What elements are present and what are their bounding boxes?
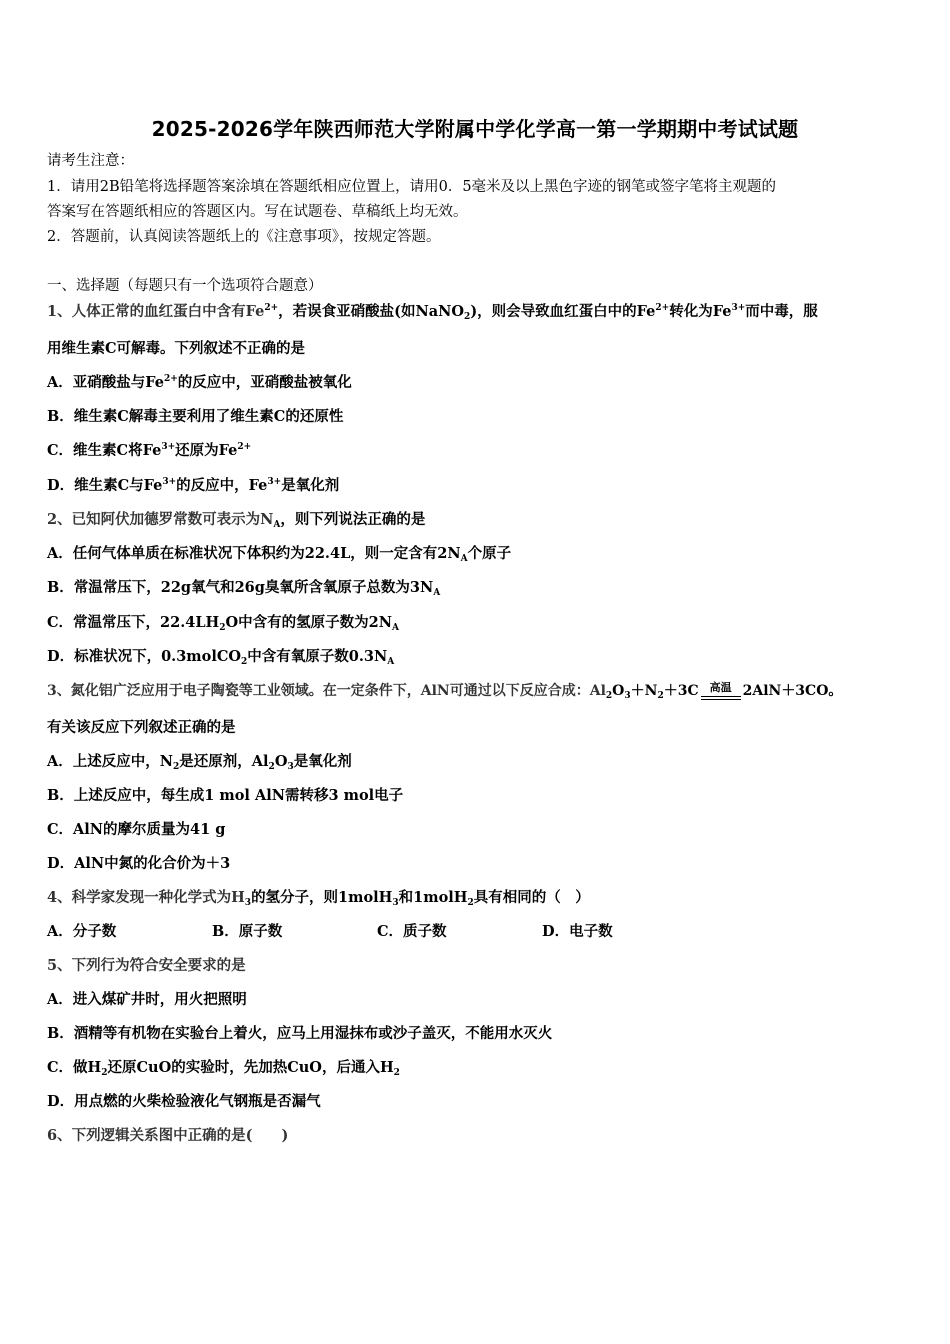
- q1-option-b: B．维生素C解毒主要利用了维生素C的还原性: [47, 408, 344, 425]
- q2-option-d: D．标准状况下，0.3molCO$_2$中含有氧原子数$0.3N_A$: [47, 648, 395, 667]
- question-4-stem: 4、科学家发现一种化学式为$H_3$的氢分子，则1molH$_3$和1molH$_2$具有相同的（ ）: [47, 889, 590, 908]
- notice-line-3: 2．答题前，认真阅读答题纸上的《注意事项》，按规定答题。: [47, 229, 441, 245]
- q4-option-c: C．质子数: [377, 923, 447, 940]
- q1-option-c: C．维生素C将$Fe^{3+}$还原为$Fe^{2+}$: [47, 442, 252, 459]
- q2-option-a: A．任何气体单质在标准状况下体积约为22.4L，则一定含有$2N_A$个原子: [47, 545, 512, 564]
- q5-option-c: C．做$H_2$还原CuO的实验时，先加热CuO，后通入$H_2$: [47, 1059, 400, 1078]
- notice-heading: 请考生注意：: [47, 153, 134, 169]
- section-heading: 一、选择题（每题只有一个选项符合题意）: [47, 278, 323, 294]
- question-1-stem-line-2: 用维生素C可解毒。下列叙述不正确的是: [47, 340, 306, 357]
- notice-line-1: 1．请用2B铅笔将选择题答案涂填在答题纸相应位置上，请用0．5毫米及以上黑色字迹的钢笔或签字笔将主观题的: [47, 179, 777, 195]
- notice-line-2: 答案写在答题纸相应的答题区内。写在试题卷、草稿纸上均无效。: [47, 204, 468, 220]
- q1-option-d: D．维生素C与$Fe^{3+}$的反应中，$Fe^{3+}$是氧化剂: [47, 477, 340, 494]
- question-3-stem-line-2: 有关该反应下列叙述正确的是: [47, 719, 236, 736]
- q5-option-d: D．用点燃的火柴检验液化气钢瓶是否漏气: [47, 1093, 321, 1110]
- page-title: 2025-2026学年陕西师范大学附属中学化学高一第一学期期中考试试题: [151, 117, 799, 141]
- q3-option-a: A．上述反应中，$N_2$是还原剂，$Al_2O_3$是氧化剂: [47, 753, 352, 772]
- q4-option-b: B．原子数: [212, 923, 283, 940]
- q1-option-a: A．亚硝酸盐与$Fe^{2+}$的反应中，亚硝酸盐被氧化: [47, 374, 352, 391]
- q1-text-1: 1、人体正常的血红蛋白中含有Fe: [47, 303, 265, 320]
- reaction-condition: 高温: [701, 686, 741, 697]
- question-5-stem: 5、下列行为符合安全要求的是: [47, 957, 246, 974]
- q3-option-b: B．上述反应中，每生成1 mol AlN需转移3 mol电子: [47, 787, 404, 804]
- q3-option-c: C．AlN的摩尔质量为41 g: [47, 821, 226, 838]
- q3-option-d: D．AlN中氮的化合价为＋3: [47, 855, 231, 872]
- q5-option-b: B．酒精等有机物在实验台上着火，应马上用湿抹布或沙子盖灭，不能用水灭火: [47, 1025, 553, 1042]
- q2-option-b: B．常温常压下，22g氧气和26g臭氧所含氧原子总数为$3N_A$: [47, 579, 441, 598]
- question-6-stem: 6、下列逻辑关系图中正确的是( ): [47, 1127, 289, 1144]
- q4-option-d: D．电子数: [542, 923, 613, 940]
- q2-option-c: C．常温常压下，$22.4LH_2O$中含有的氢原子数为$2N_A$: [47, 614, 399, 633]
- q4-option-a: A．分子数: [47, 923, 117, 940]
- question-2-stem: 2、已知阿伏加德罗常数可表示为$N_A$，则下列说法正确的是: [47, 511, 426, 530]
- question-3-stem: 3、氮化铝广泛应用于电子陶瓷等工业领域。在一定条件下，AlN可通过以下反应合成：$Al_2O_3+N_2+3C$ 高温 2AlN＋3CO。: [47, 681, 843, 701]
- q5-option-a: A．进入煤矿井时，用火把照明: [47, 991, 247, 1008]
- question-1-stem: 1、人体正常的血红蛋白中含有$Fe^{2+}$，若误食亚硝酸盐(如NaNO$_2$)，则会导致血红蛋白中的$Fe^{2+}$转化为$Fe^{3+}$而中毒，服: [47, 303, 818, 322]
